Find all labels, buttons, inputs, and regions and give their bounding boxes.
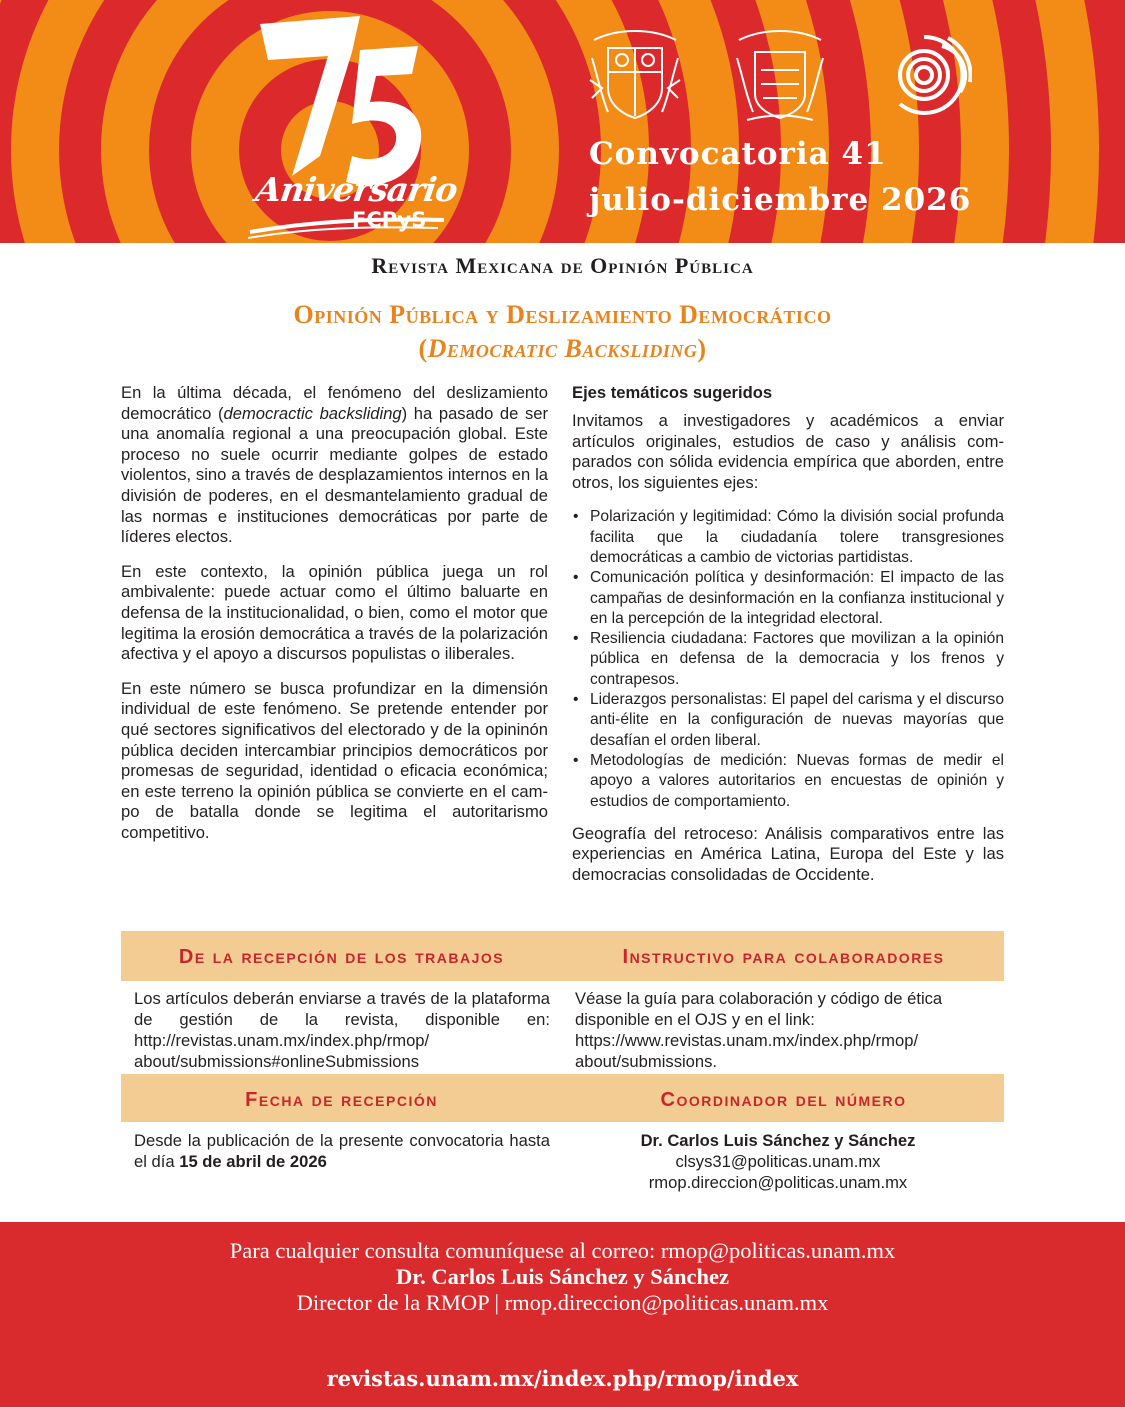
instructions-text: Véase la guía para colaboración y código de ética disponible en el OJS y en el link: https://www.revistas.unam.mx/index.php/rmop/ about/submissions. xyxy=(575,989,943,1071)
list-item xyxy=(572,751,1004,812)
footer-director-line: Director de la RMOP | rmop.direccion@politicas.unam.mx xyxy=(296,1290,829,1315)
coordinator-email-2[interactable]: rmop.direccion@politicas.unam.mx xyxy=(648,1173,908,1192)
themes-intro: Invitamos a investigadores y académicos a enviar artículos originales, estudios de caso y análisis comparados con sólida evidencia empírica que aborden, entre otros, los siguientes ejes: xyxy=(572,411,1004,492)
deadline-heading: Fecha de recepción xyxy=(245,1089,438,1111)
issue-title: Opinión Pública y Deslizamiento Democrático xyxy=(293,300,832,329)
coordinator-name: Dr. Carlos Luis Sánchez y Sánchez xyxy=(640,1131,916,1150)
theme-text: Resiliencia ciudadana: Factores que movilizan a la opinión pública en defensa de la democracia y los frenos y contrapesos. xyxy=(590,630,1004,688)
intro-paragraph-2: En este contexto, la opinión pública juega un rol ambivalente: puede actuar como el último baluarte en defensa de la institucionalidad, o bien, como el motor que legitima la erosión democrática a través de la polarización afectiva y el apoyo a discursos populistas o iliberales. xyxy=(121,561,548,664)
themes-column xyxy=(572,383,1004,900)
list-item xyxy=(572,507,1004,568)
themes-closing: Geografía del retroceso: Análisis comparativos entre las experiencias en América Latina, Europa del Este y las democracias consolidadas de Occidente. xyxy=(572,823,1004,885)
p1-text-b: ) ha pasado de ser una anomalía regional a una preocupación global. Este proceso no suele ocurrir mediante golpes de estado violentos, sino a través de desplazamientos internos en la división de poderes, en el desmantelamiento gradual de las normas e instituciones democráticas por parte de líderes electos. xyxy=(121,403,549,547)
journal-name: Revista Mexicana de Opinión Pública xyxy=(371,253,754,278)
bullet-icon: • xyxy=(573,751,579,769)
deadline-date: 15 de abril de 2026 xyxy=(179,1152,327,1171)
list-item xyxy=(572,629,1004,690)
themes-list xyxy=(572,507,1004,811)
deadline-text xyxy=(134,1130,550,1172)
fcpys-shield-icon xyxy=(733,28,827,124)
issue-subtitle-line xyxy=(0,332,1125,366)
list-item xyxy=(572,568,1004,629)
call-period: julio-diciembre 2026 xyxy=(589,182,972,218)
issue-title-block xyxy=(0,298,1125,366)
theme-text: Polarización y legitimidad: Cómo la división social profunda facilita que la ciudadanía tolere transgresiones democráticas a cambio de victorias partidistas. xyxy=(590,508,1004,566)
radio-signal-icon xyxy=(886,32,972,118)
deadline-text-a: Desde la publicación de la presente convocatoria hasta el día xyxy=(134,1131,550,1171)
header-banner xyxy=(0,0,1125,243)
p1-emphasis: democractic backsliding xyxy=(223,403,402,423)
bullet-icon: • xyxy=(573,691,579,709)
instructions-heading: Instructivo para colaboradores xyxy=(622,946,945,968)
anniversary-label: Aniversario xyxy=(253,170,460,209)
bullet-icon: • xyxy=(573,508,579,526)
theme-text: Liderazgos personalistas: El papel del carisma y el discurso anti-élite en la configuración de nuevas mayorías que desafían el orden liberal. xyxy=(590,691,1004,749)
call-heading xyxy=(589,131,971,223)
intro-paragraph-3: En este número se busca profundizar en la dimensión individual de este fenómeno. Se pretende entender por qué sectores significativos del electorado y de la opininón pública deciden intercambiar principios democráticos por promesas de seguridad, identidad o eficacia económica; en este terreno la opinión pública se convierte en el campo de batalla donde se legitima el autoritarismo competitivo. xyxy=(121,678,548,842)
introduction-column xyxy=(121,383,548,857)
coordinator-block xyxy=(575,1130,981,1193)
intro-paragraph-1 xyxy=(121,383,548,548)
call-number: Convocatoria 41 xyxy=(589,136,887,172)
subtitle-open-paren: ( xyxy=(418,334,428,363)
footer xyxy=(0,1222,1125,1407)
info-bar-bottom xyxy=(121,1074,1004,1122)
bullet-icon: • xyxy=(573,630,579,648)
reception-text: Los artículos deberán enviarse a través de la plataforma de gestión de la revista, disponible en: http://revistas.unam.mx/index.php/rmop/ about/submissions#onlineSubmissions xyxy=(134,989,550,1071)
theme-text: Comunicación política y desinformación: El impacto de las campañas de desinformación en la confianza institucional y en la percepción de la integridad electoral. xyxy=(590,569,1004,627)
unam-shield-icon xyxy=(588,28,682,124)
footer-director-name: Dr. Carlos Luis Sánchez y Sánchez xyxy=(396,1264,729,1289)
reception-heading: De la recepción de los trabajos xyxy=(178,946,505,968)
footer-contact xyxy=(0,1238,1125,1316)
info-bar-top xyxy=(121,931,1004,981)
faculty-label: FCPyS xyxy=(352,208,427,232)
themes-heading: Ejes temáticos sugeridos xyxy=(572,383,773,402)
issue-subtitle: Democratic Backsliding xyxy=(427,334,698,363)
theme-text: Metodologías de medición: Nuevas formas de medir el apoyo a valores autoritarios en encuestas de opinión y estudios de comportamiento. xyxy=(590,751,1004,810)
journal-url-link[interactable]: revistas.unam.mx/index.php/rmop/index xyxy=(326,1366,799,1391)
footer-contact-line: Para cualquier consulta comuníquese al correo: rmop@politicas.unam.mx xyxy=(229,1238,896,1263)
coordinator-email-1[interactable]: clsys31@politicas.unam.mx xyxy=(675,1152,881,1171)
bullet-icon: • xyxy=(573,569,579,587)
p1-text-a: En la última década, el fenómeno del deslizamiento democrático ( xyxy=(121,383,548,423)
list-item xyxy=(572,690,1004,751)
coordinator-heading: Coordinador del número xyxy=(660,1089,907,1111)
subtitle-close-paren: ) xyxy=(697,334,707,363)
